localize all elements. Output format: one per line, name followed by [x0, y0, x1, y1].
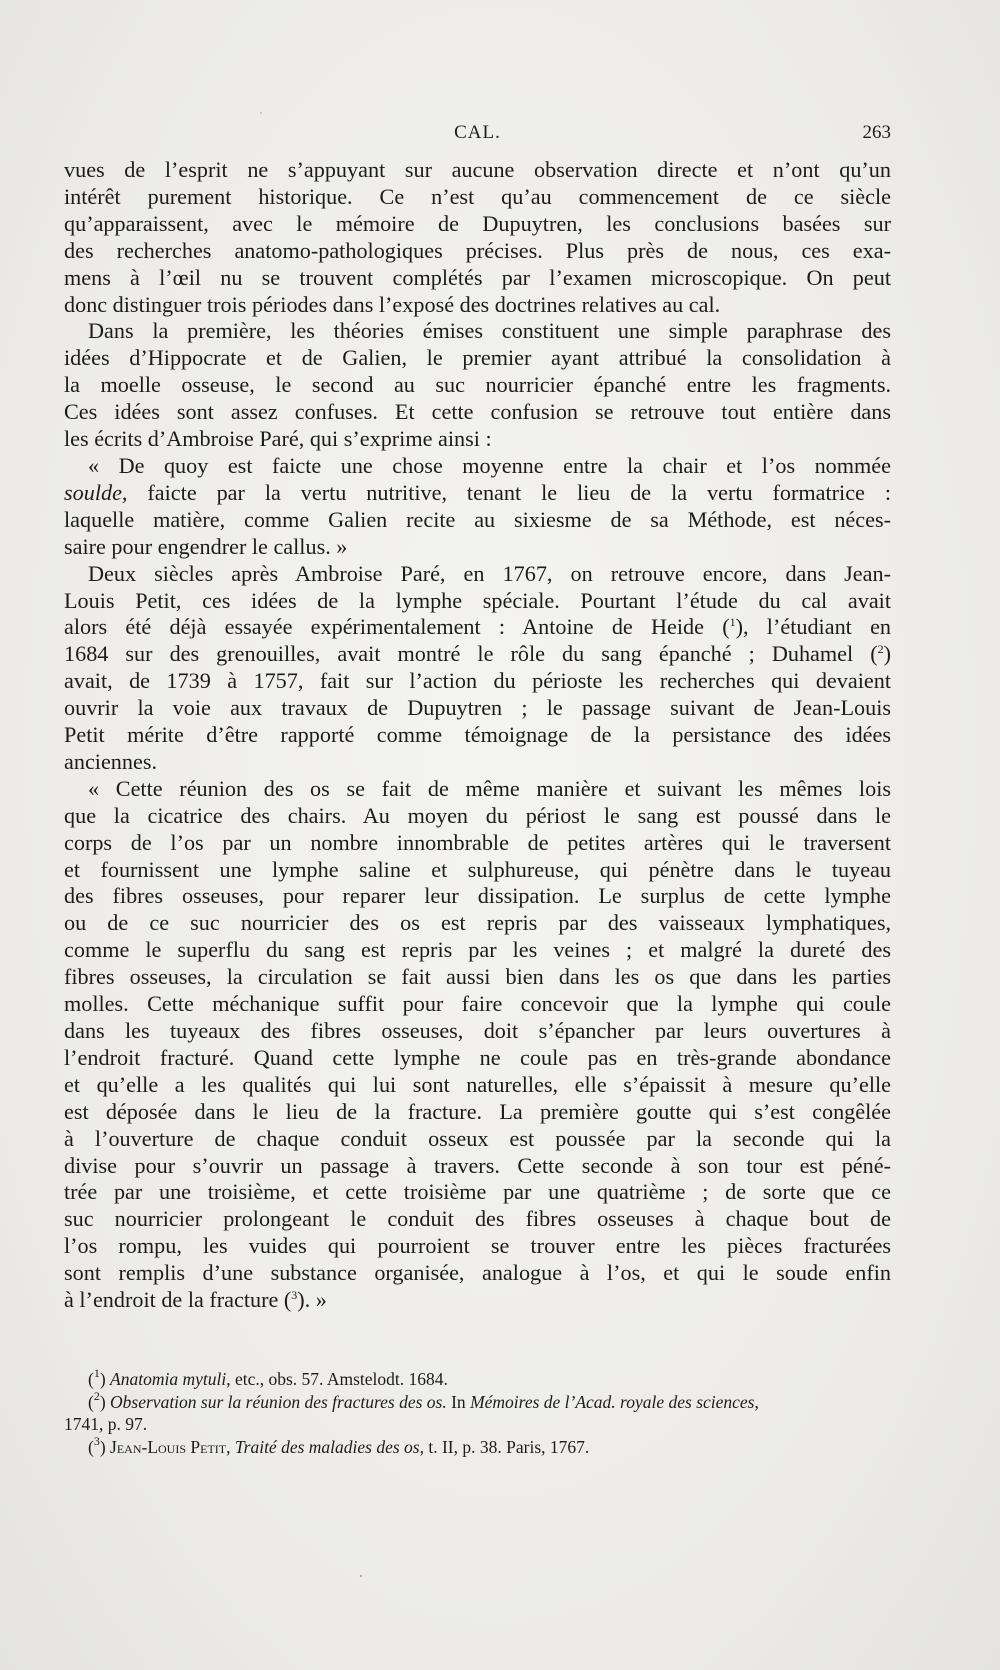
text-line: idées d’Hippocrate et de Galien, le premier ayant attribué la consolidation à [64, 345, 891, 371]
text-line: avait, de 1739 à 1757, fait sur l’action du périoste les recherches qui devaient [64, 668, 891, 694]
text-line: divise pour s’ouvrir un passage à travers. Cette seconde à son tour est péné- [64, 1152, 891, 1178]
footnote-journal: Mémoires de l’Acad. royale des sciences [470, 1391, 755, 1412]
footnote-2-continued: 1741, p. 97. [64, 1414, 148, 1434]
quotation-petit [64, 776, 891, 1314]
text-line: laquelle matière, comme Galien recite au sixiesme de sa Méthode, est néces- [64, 506, 891, 532]
text-line: et qu’elle a les qualités qui lui sont naturelles, elle s’épaissit à mesure qu’elle [64, 1071, 891, 1097]
running-title: CAL. [454, 122, 501, 143]
text-span: 1684 sur des grenouilles, avait montré le rôle du sang épanché ; Duhamel ( [64, 641, 878, 667]
paper-speck [260, 112, 262, 114]
text-line: vues de l’esprit ne s’appuyant sur aucune observation directe et n’ont qu’un [64, 157, 891, 182]
text-line: molles. Cette méchanique suffit pour faire concevoir que la lymphe qui coule [64, 991, 891, 1017]
text-line: des fibres osseuses, pour reparer leur dissipation. Le surplus de cette lymphe [64, 883, 891, 909]
text-line: à l’ouverture de chaque conduit osseux est poussée par la seconde qui la [64, 1125, 891, 1151]
text-span: , [226, 1436, 235, 1457]
text-line: Ces idées sont assez confuses. Et cette confusion se retrouve tout entière dans [64, 399, 891, 425]
italic-term: soulde, [64, 479, 128, 505]
text-line: comme le superflu du sang est repris par les veines ; et malgré la dureté des [64, 937, 891, 963]
text-line: suc nourricier prolongeant le conduit des fibres osseuses à chaque bout de [64, 1206, 891, 1232]
text-span: alors été déjà essayée expérimentalement : Antoine de Heide ( [64, 614, 730, 640]
text-line: saire pour engendrer le callus. » [64, 533, 348, 559]
footnote-1: ($^1$) Anatomia mytuli, etc., obs. 57. Amstelodt. 1684. [88, 1366, 448, 1389]
footnote-ref: 2 [877, 642, 884, 657]
text-line: Deux siècles après Ambroise Paré, en 1767, on retrouve encore, dans Jean- [88, 560, 891, 586]
text-span: faicte par la vertu nutritive, tenant le lieu de la vertu formatrice : [127, 479, 891, 505]
footnote-mark: 1 [93, 1366, 100, 1380]
text-line: anciennes. [64, 748, 158, 774]
text-line: trée par une troisième, et cette troisième par une quatrième ; de sorte que ce [64, 1179, 891, 1205]
footnote-ref: 3 [291, 1288, 298, 1303]
text-line: fibres osseuses, la circulation se fait aussi bien dans les os que dans les parties [64, 964, 891, 990]
running-head [64, 122, 891, 148]
text-line: « De quoy est faicte une chose moyenne entre la chair et l’os nommée [88, 452, 891, 478]
footnote-3: ($^3$) Jean-Louis Petit, Traité des maladies des os, t. II, p. 38. Paris, 1767. [88, 1433, 590, 1457]
text-span: , t. II, p. 38. Paris, 1767. [419, 1436, 590, 1457]
quotation-pare [64, 453, 891, 561]
footnote-title: Anatomia mytuli, [110, 1369, 231, 1389]
text-line: Dans la première, les théories émises constituent une simple paraphrase des [88, 318, 891, 344]
footnote-mark: 3 [93, 1433, 100, 1448]
text-line: sont remplis d’une substance organisée, analogue à l’os, et qui le soude enfin [64, 1260, 891, 1286]
text-line: corps de l’os par un nombre innombrable de petites artères qui le traversent [64, 829, 891, 855]
text-line [64, 480, 891, 507]
paragraph-3 [64, 561, 891, 776]
text-span: etc., obs. 57. Amstelodt. 1684. [230, 1369, 448, 1389]
text-span: ) [883, 641, 891, 667]
text-span: ), l’étudiant en [735, 614, 892, 640]
text-line: intérêt purement historique. Ce n’est qu’au commencement de ce siècle [64, 183, 891, 209]
paragraph-1 [64, 157, 891, 318]
text-span: ). » [297, 1287, 327, 1313]
text-line: que la cicatrice des chairs. Au moyen du périost le sang est poussé dans le [64, 802, 891, 828]
page-number: 263 [862, 122, 891, 143]
footnote-author: Jean-Louis Petit [110, 1436, 227, 1457]
paper-speck [360, 1575, 362, 1577]
text-line: les écrits d’Ambroise Paré, qui s’exprime ainsi : [64, 426, 492, 452]
text-span: In [446, 1391, 471, 1412]
text-line: la moelle osseuse, le second au suc nourricier épanché entre les fragments. [64, 372, 891, 398]
text-span: à l’endroit de la fracture ( [64, 1287, 292, 1313]
text-line: ou de ce suc nourricier des os est repris par des vaisseaux lymphatiques, [64, 910, 891, 936]
text-line: l’endroit fracturé. Quand cette lymphe ne coule pas en très-grande abondance [64, 1044, 891, 1070]
footnote-ref: 1 [729, 615, 736, 630]
footnote-title: Traité des maladies des os [234, 1436, 420, 1457]
text-line: est déposée dans le lieu de la fracture. La première goutte qui s’est congêlée [64, 1098, 891, 1124]
text-line: donc distinguer trois périodes dans l’exposé des doctrines relatives au cal. [64, 291, 721, 317]
text-line [64, 614, 891, 641]
text-line: « Cette réunion des os se fait de même manière et suivant les mêmes lois [88, 775, 891, 801]
body-text [64, 157, 891, 1314]
text-line: Louis Petit, ces idées de la lymphe spéciale. Pourtant l’étude du cal avait [64, 587, 891, 613]
text-line: qu’apparaissent, avec le mémoire de Dupuytren, les conclusions basées sur [64, 210, 891, 236]
text-line: mens à l’œil nu se trouvent complétés par l’examen microscopique. On peut [64, 264, 891, 290]
text-line: ouvrir la voie aux travaux de Dupuytren ; le passage suivant de Jean-Louis [64, 695, 891, 721]
paragraph-2 [64, 318, 891, 453]
text-line [64, 1287, 891, 1314]
footnote-title: Observation sur la réunion des fractures des os. [110, 1391, 447, 1412]
text-line [64, 641, 891, 668]
text-line: et fournissent une lymphe saline et sulphureuse, qui pénètre dans le tuyeau [64, 856, 891, 882]
text-line: Petit mérite d’être rapporté comme témoignage de la persistance des idées [64, 722, 891, 748]
text-span: , [754, 1391, 759, 1412]
text-line: dans les tuyeaux des fibres osseuses, doit s’épancher par leurs ouvertures à [64, 1018, 891, 1043]
footnote-2: ($^2$) Observation sur la réunion des fractures des os. In Mémoires de l’Acad. royale des sciences, [88, 1388, 759, 1412]
footnotes [64, 1368, 891, 1458]
text-line: des recherches anatomo-pathologiques précises. Plus près de nous, ces exa- [64, 237, 891, 263]
footnote-mark: 2 [93, 1388, 100, 1403]
text-line: l’os rompu, les vuides qui pourroient se trouver entre les pièces fracturées [64, 1233, 891, 1259]
